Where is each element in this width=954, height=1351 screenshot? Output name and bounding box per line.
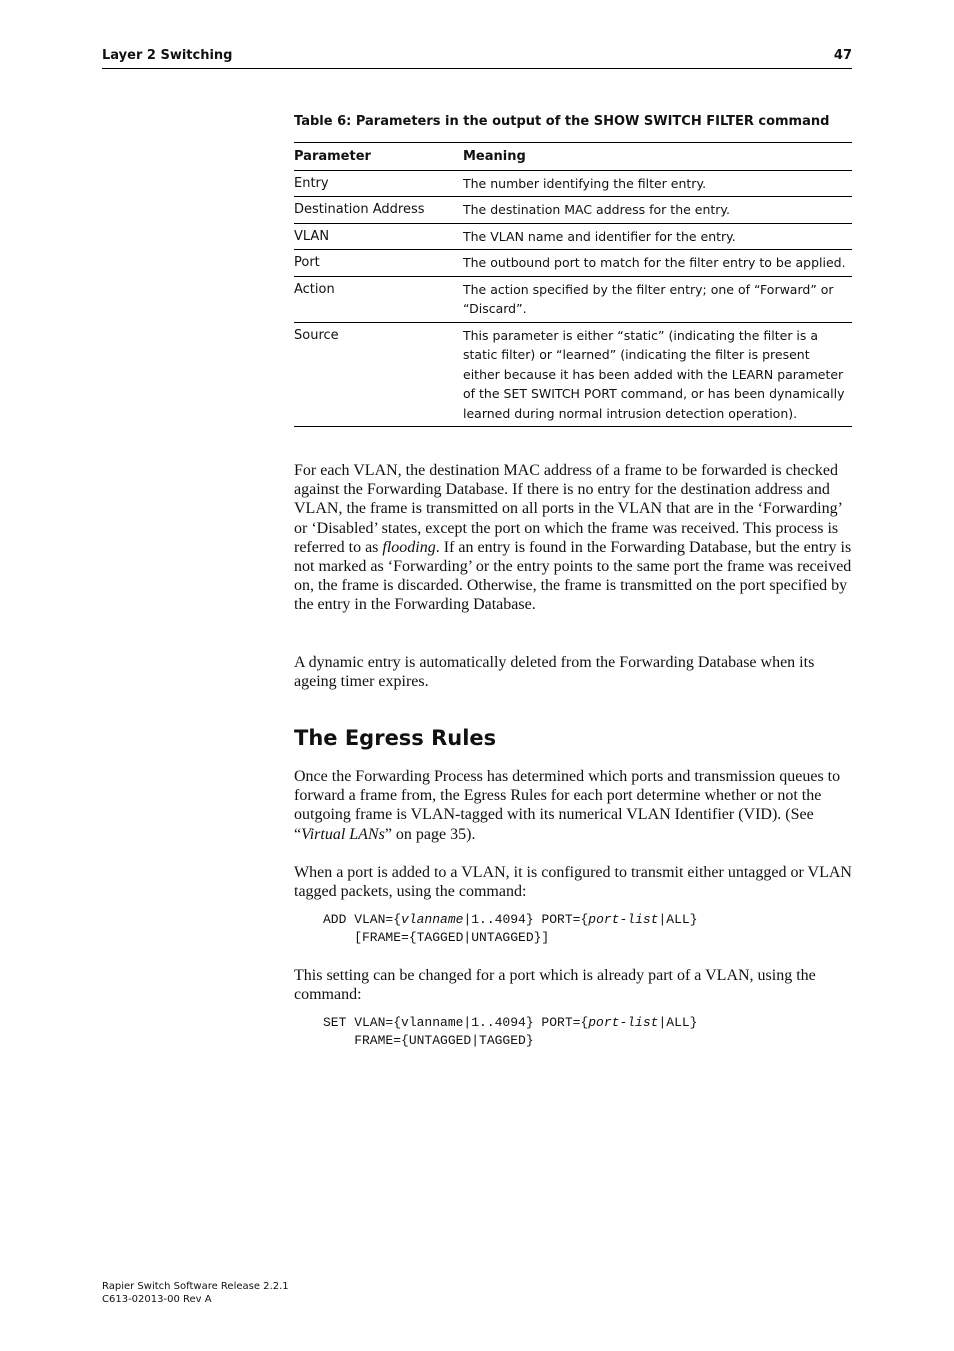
paragraph-text: . If an entry is found in the Forwarding Database, but the entry is not marked as ‘Forwarding’ or the entry points to the same port the frame was received on, the frame is discarded. Otherwise, the frame is transmitted on the port specified by the entry in the Forwarding Database. [294,538,852,614]
parameter-cell: VLAN [294,223,463,250]
paragraph-add-port: When a port is added to a VLAN, it is configured to transmit either untagged or VLAN tagged packets, using the command: [294,864,852,901]
code-variable: port-list [588,912,659,927]
meaning-cell: This parameter is either “static” (indicating the filter is a static filter) or “learned” (indicating the filter is present either because it has been added with the LEARN parameter of the SET SWITCH PORT command, or has been dynamically learned during normal intrusion detection operation). [463,322,852,427]
table-row [294,197,852,224]
page-number: 47 [833,48,852,63]
parameter-cell: Port [294,250,463,277]
code-variable: vlanname [401,912,464,927]
page-footer [102,1281,289,1306]
table-row [294,223,852,250]
table-row [294,250,852,277]
parameter-cell: Action [294,276,463,322]
cross-reference: Virtual LANs [301,825,385,843]
paragraph-egress [294,767,854,844]
parameters-table [294,142,852,427]
meaning-cell: The number identifying the filter entry. [463,170,852,197]
meaning-cell: The VLAN name and identifier for the entry. [463,223,852,250]
parameter-cell: Entry [294,170,463,197]
code-block-set-vlan [323,1014,697,1050]
column-header-meaning: Meaning [463,143,852,171]
code-text: |1..4094} PORT={ [463,912,589,927]
column-header-parameter: Parameter [294,143,463,171]
parameter-cell: Source [294,322,463,427]
code-text: SET VLAN={vlanname|1..4094} PORT={ [323,1015,589,1030]
code-text: |ALL} [658,912,698,927]
footer-doc-number: C613-02013-00 Rev A [102,1293,212,1305]
code-variable: port-list [588,1015,659,1030]
table-row [294,276,852,322]
paragraph-change-setting: This setting can be changed for a port which is already part of a VLAN, using the command: [294,967,816,1004]
meaning-cell: The action specified by the filter entry; one of “Forward” or “Discard”. [463,276,852,322]
code-line: FRAME={UNTAGGED|TAGGED} [323,1033,534,1048]
table-header-row [294,143,852,171]
paragraph-ageing: A dynamic entry is automatically deleted from the Forwarding Database when its ageing timer expires. [294,654,815,691]
meaning-cell: The outbound port to match for the filter entry to be applied. [463,250,852,277]
code-line [323,911,698,929]
running-header-title: Layer 2 Switching [102,48,233,63]
page-header [102,48,852,69]
paragraph-text: For each VLAN, the destination MAC address of a frame to be forwarded is checked against the Forwarding Database. If there is no entry for the destination address and VLAN, the frame is transmitted on all ports in the VLAN that are in the ‘Forwarding’ or ‘Disabled’ states, except the port on which the frame was received. This process is referred to as [294,462,842,556]
table-row [294,170,852,197]
section-heading: The Egress Rules [294,726,497,750]
paragraph-text: Once the Forwarding Process has determined which ports and transmission queues to forward a frame from, the Egress Rules for each port determine whether or not the outgoing frame is VLAN-tagged with its numerical VLAN Identifier (VID). (See “ [294,768,841,843]
code-line [323,1014,697,1032]
parameter-cell: Destination Address [294,197,463,224]
meaning-cell: The destination MAC address for the entry. [463,197,852,224]
footer-release: Rapier Switch Software Release 2.2.1 [102,1281,289,1292]
code-text: |ALL} [658,1015,698,1030]
code-block-add-vlan [323,911,698,947]
code-line: [FRAME={TAGGED|UNTAGGED}] [323,930,550,945]
code-text: ADD VLAN={ [323,912,402,927]
paragraph-text: ” on page 35). [384,825,476,843]
table-caption: Table 6: Parameters in the output of the SHOW SWITCH FILTER command [294,114,830,129]
paragraph-forwarding [294,461,854,615]
table-row [294,322,852,427]
emphasis-term: flooding [382,538,436,556]
